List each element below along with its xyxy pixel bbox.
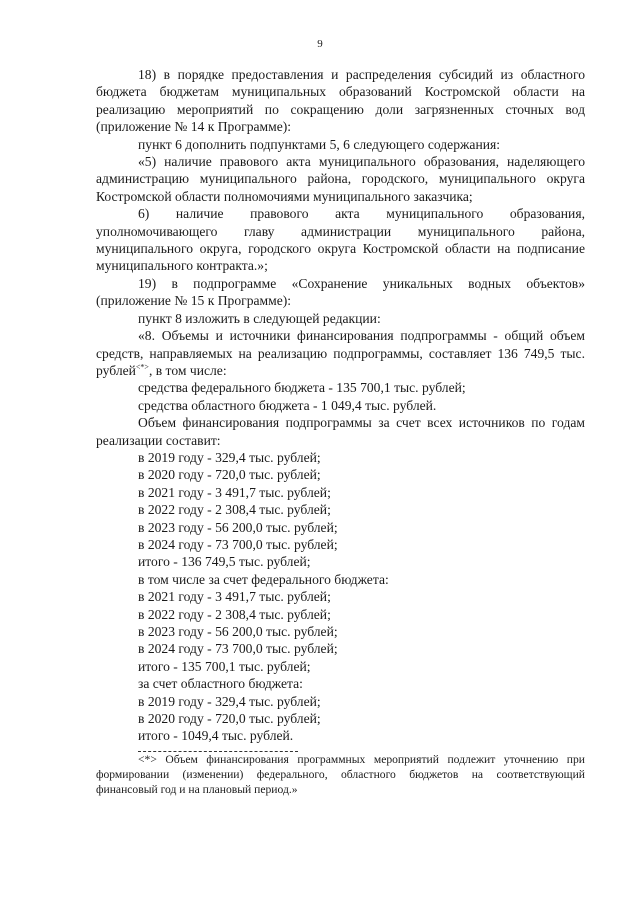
footnote-reference: <*> [135, 362, 149, 372]
list-item-total: итого - 136 749,5 тыс. рублей; [138, 554, 311, 570]
paragraph-item-19: 19) в подпрограмме «Сохранение уникальных водных объектов» (приложение № 15 к Программе): [96, 275, 585, 309]
funding-regional: средства областного бюджета - 1 049,4 тыс. рублей. [138, 397, 437, 413]
list-item: в 2024 году - 73 700,0 тыс. рублей; [138, 536, 338, 552]
list-item: в 2023 году - 56 200,0 тыс. рублей; [138, 624, 338, 639]
list-item: в 2023 году - 56 200,0 тыс. рублей; [138, 519, 338, 535]
paragraph-point-6: пункт 6 дополнить подпунктами 5, 6 следующего содержания: [138, 136, 501, 152]
list-item-total: итого - 1049,4 тыс. рублей. [138, 728, 294, 744]
list-item: в 2019 году - 329,4 тыс. рублей; [138, 693, 321, 709]
paragraph-point-8: пункт 8 изложить в следующей редакции: [138, 310, 381, 326]
paragraph-subpoint-6: 6) наличие правового акта муниципального образования, уполномочивающего главу администрации муниципального района, муниципального округа, городского округа Костромской области на подписание муниципального контракта.»; [96, 206, 585, 274]
list-item: в 2024 году - 73 700,0 тыс. рублей; [138, 641, 338, 657]
list-item: в 2022 году - 2 308,4 тыс. рублей; [138, 606, 331, 622]
document-body [96, 66, 585, 797]
footnote: <*> Объем финансирования программных мероприятий подлежит уточнению при формировании (изменении) федерального, областного бюджетов на соответствующий финансовый год и на плановый период.» [96, 752, 585, 796]
funding-federal: средства федерального бюджета - 135 700,1 тыс. рублей; [138, 380, 466, 396]
paragraph-subpoint-5: «5) наличие правового акта муниципального образования, наделяющего администрацию муниципального района, городского, муниципального округа Костромской области полномочиями муниципального заказчика; [96, 154, 585, 204]
funding-total-text: «8. Объемы и источники финансирования подпрограммы - общий объем средств, направляемых на реализацию подпрограммы, составляет 136 749,5 тыс. рублей [96, 328, 585, 378]
list-item: в 2019 году - 329,4 тыс. рублей; [138, 449, 321, 465]
list-item: в 2022 году - 2 308,4 тыс. рублей; [138, 502, 331, 518]
list-heading-regional: за счет областного бюджета: [138, 676, 303, 692]
paragraph-item-18: 18) в порядке предоставления и распределения субсидий из областного бюджета бюджетам муниципальных образований Костромской области на реализацию мероприятий по сокращению доли загрязненных сточных вод (приложение № 14 к Программе): [96, 67, 585, 135]
list-item: в 2020 году - 720,0 тыс. рублей; [138, 467, 321, 483]
funding-total-tail: , в том числе: [148, 362, 227, 378]
list-item-total: итого - 135 700,1 тыс. рублей; [138, 658, 311, 674]
list-item: в 2021 году - 3 491,7 тыс. рублей; [138, 589, 331, 605]
paragraph-funding-total [96, 327, 585, 379]
paragraph-funding-by-year: Объем финансирования подпрограммы за счет всех источников по годам реализации составит: [96, 415, 585, 448]
list-item: в 2021 году - 3 491,7 тыс. рублей; [138, 484, 331, 500]
list-item: в 2020 году - 720,0 тыс. рублей; [138, 711, 321, 727]
page-number: 9 [317, 38, 323, 50]
list-heading-federal: в том числе за счет федерального бюджета: [138, 571, 389, 587]
